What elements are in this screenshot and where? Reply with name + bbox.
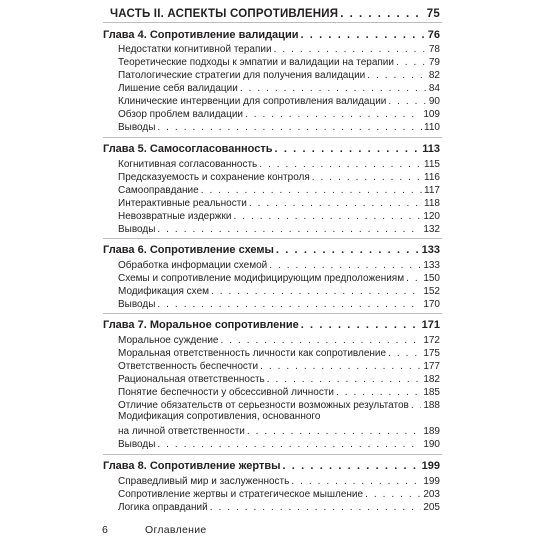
toc-entry [118,42,440,55]
entry-title: Недостатки когнитивной терапии [118,44,272,55]
entry-title: Предсказуемость и сохранение контроля [118,172,310,183]
leader-dots [367,71,427,81]
leader-dots [220,336,421,346]
chapter-page: 113 [422,143,440,155]
entry-page: 152 [423,286,440,297]
entry-page: 185 [423,387,440,398]
entry-page: 79 [428,57,440,68]
leader-dots [240,84,427,94]
entry-page: 90 [428,96,440,107]
leader-dots [336,388,421,398]
toc-entry [118,157,440,170]
toc-entry [118,196,440,209]
leader-dots [157,300,421,310]
entry-page: 170 [423,299,440,310]
toc-entry-continuation [118,424,440,437]
toc-entry [118,222,440,235]
leader-dots [210,503,422,513]
chapter-divider [103,137,442,138]
chapter-page: 133 [421,244,440,256]
entry-title: Рациональная ответственность [118,374,265,385]
leader-dots [274,45,427,55]
toc-entry [118,398,440,411]
leader-dots [276,245,420,256]
entry-title: Обработка информации схемой [118,260,268,271]
leader-dots [247,427,421,437]
entry-title: Логика оправданий [118,502,208,513]
toc-entry [118,120,440,133]
leader-dots [340,9,425,21]
chapter-page: 171 [421,319,440,331]
entry-title: Отличие обязательств от серьезности возможных результатов [118,400,409,411]
entry-title: Невозвратные издержки [118,211,232,222]
entry-title: Понятие беспечности у обсессивной личности [118,387,334,398]
toc-entry [118,437,440,450]
leader-dots [365,490,421,500]
entry-page: 150 [423,273,440,284]
leader-dots [157,123,422,133]
leader-dots [157,440,421,450]
leader-dots [275,144,421,155]
leader-dots [267,375,422,385]
toc-entry [118,81,440,94]
toc-entry [118,346,440,359]
entry-page: 175 [423,348,440,359]
chapter-heading [103,140,440,155]
entry-title-continued: на личной ответственности [118,426,245,437]
leader-dots [211,287,421,297]
entry-title: Теоретические подходы к эмпатии и валидации на терапии [118,57,394,68]
toc-entry [118,487,440,500]
leader-dots [233,212,421,222]
toc-entry [118,474,440,487]
toc-entry [118,411,440,437]
entry-page: 205 [423,502,440,513]
toc-entry [118,284,440,297]
part-title: ЧАСТЬ II. АСПЕКТЫ СОПРОТИВЛЕНИЯ [110,8,339,20]
toc-entry [118,209,440,222]
leader-dots [245,110,421,120]
entry-page: 189 [423,426,440,437]
entry-title: Выводы [118,224,156,235]
toc-entry [118,500,440,513]
entry-page: 115 [424,159,440,170]
chapter-divider [103,454,442,455]
entry-title: Схемы и сопротивление модифицирующим предположениям [118,273,405,284]
entry-page: 78 [428,44,440,55]
chapter-heading [103,26,440,41]
entry-page: 203 [423,489,440,500]
entry-title: Клинические интервенции для сопротивления валидации [118,96,387,107]
entry-title: Моральное суждение [118,335,219,346]
entry-page: 116 [424,172,440,183]
chapter-heading [103,316,440,331]
entry-title: Модификация схем [118,286,210,297]
toc-entry [118,333,440,346]
toc-entry [118,107,440,120]
toc-entry [118,55,440,68]
leader-dots [312,173,422,183]
leader-dots [259,160,422,170]
entry-page: 133 [423,260,440,271]
toc-entry [118,271,440,284]
entry-title: Выводы [118,439,156,450]
part-page: 75 [426,8,440,20]
entry-page: 188 [423,400,440,411]
leader-dots [282,461,419,472]
leader-dots [249,199,422,209]
chapter-divider [103,238,442,239]
entry-title: Моральная ответственность личности как сопротивление [118,348,387,359]
entry-title: Справедливый мир и заслуженность [118,476,290,487]
entry-title: Самооправдание [118,185,199,196]
chapter-divider [103,313,442,314]
entry-title: Модификация сопротивления, основанного [118,411,321,422]
entry-title: Патологические стратегии для получения валидации [118,70,366,81]
entry-page: 132 [423,224,440,235]
entry-page: 82 [428,70,440,81]
leader-dots [406,274,421,284]
entry-page: 182 [423,374,440,385]
leader-dots [411,401,421,411]
leader-dots [260,362,421,372]
entry-page: 118 [424,198,440,209]
chapter-heading [103,241,440,256]
leader-dots [396,58,427,68]
chapter-title: Глава 4. Сопротивление валидации [103,29,299,41]
entry-title: Когнитивная согласованность [118,159,258,170]
chapter-divider [103,22,442,23]
entry-title: Сопротивление жертвы и стратегическое мышление [118,489,364,500]
entry-title: Выводы [118,122,156,133]
chapter-page: 76 [427,29,440,41]
leader-dots [201,186,422,196]
entry-page: 190 [423,439,440,450]
leader-dots [301,320,420,331]
running-footer-title: Оглавление [145,524,207,536]
page-number: 6 [102,524,108,536]
leader-dots [157,225,421,235]
leader-dots [269,261,421,271]
toc-entry [118,359,440,372]
chapter-title: Глава 5. Самосогласованность [103,143,273,155]
toc-entry [118,94,440,107]
chapter-title: Глава 6. Сопротивление схемы [103,244,274,256]
leader-dots [388,349,421,359]
entry-page: 177 [423,361,440,372]
toc-entry [118,385,440,398]
toc-entry [118,68,440,81]
entry-page: 84 [428,83,440,94]
entry-title: Выводы [118,299,156,310]
entry-title: Лишение себя валидации [118,83,238,94]
chapter-title: Глава 8. Сопротивление жертвы [103,460,281,472]
chapter-title: Глава 7. Моральное сопротивление [103,319,299,331]
chapter-heading [103,457,440,472]
leader-dots [300,30,425,41]
toc-part-heading [110,4,440,20]
entry-title: Ответственность беспечности [118,361,259,372]
toc-entry [118,170,440,183]
entry-page: 199 [423,476,440,487]
entry-title: Интерактивные реальности [118,198,247,209]
entry-page: 172 [423,335,440,346]
toc-entry [118,258,440,271]
toc-entry [118,183,440,196]
entry-title: Обзор проблем валидации [118,109,244,120]
leader-dots [388,97,427,107]
chapter-page: 199 [421,460,440,472]
leader-dots [291,477,421,487]
entry-page: 117 [424,185,440,196]
toc-entry [118,297,440,310]
toc-entry [118,372,440,385]
entry-page: 120 [423,211,440,222]
entry-page: 109 [423,109,440,120]
entry-page: 110 [424,122,440,133]
